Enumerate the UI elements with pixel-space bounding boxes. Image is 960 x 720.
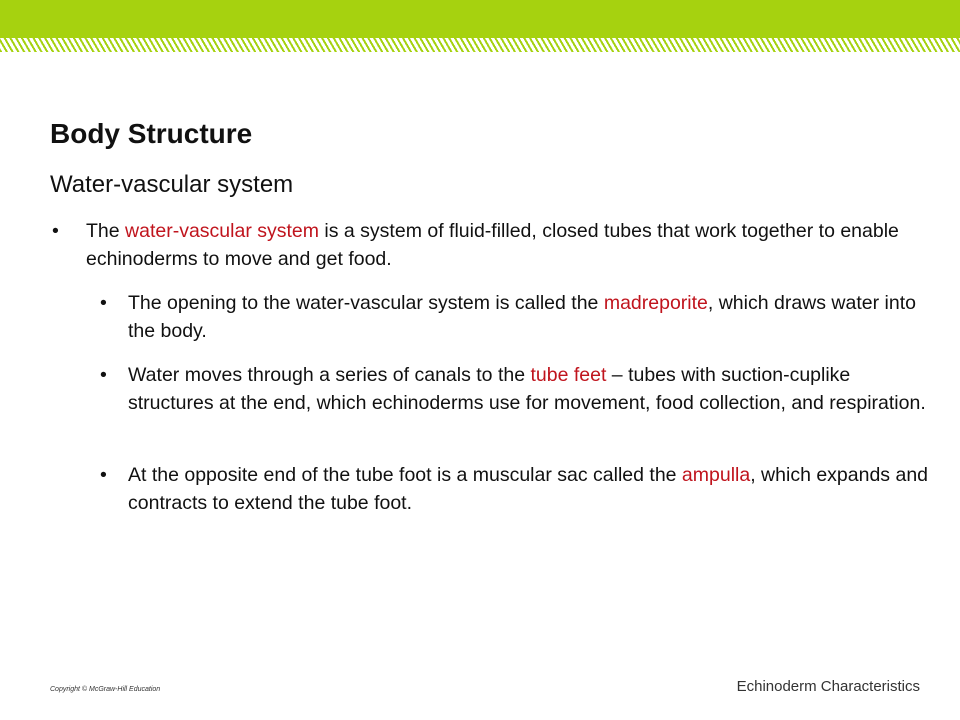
bullet-water-vascular-system [52, 217, 916, 273]
key-term: madreporite [603, 292, 708, 314]
header-green-band [0, 0, 960, 38]
bullet-ampulla [100, 461, 929, 517]
bullet-text: At the opposite end of the tube foot is a muscular sac called the [128, 464, 682, 486]
bullet-text: is a system of fluid-filled, closed tubes that work together to enable echinoderms to move and get food. [86, 220, 899, 270]
key-term: tube feet [530, 364, 607, 386]
bullet-dot: • [100, 464, 107, 486]
bullet-madreporite [100, 289, 928, 345]
slide-subtitle: Water-vascular system [50, 171, 294, 198]
bullet-tube-feet [100, 361, 928, 417]
bullet-dot: • [100, 292, 107, 314]
bullet-text: , which expands and contracts to extend the tube foot. [128, 464, 929, 514]
copyright-notice: Copyright © McGraw-Hill Education [50, 686, 161, 693]
bullet-text: Water moves through a series of canals to the [128, 364, 531, 386]
header-hatch-stripe [0, 38, 960, 52]
footer-title: Echinoderm Characteristics [736, 678, 920, 695]
bullet-text: , which draws water into the body. [128, 292, 916, 342]
bullet-dot: • [100, 364, 107, 386]
bullet-text: The opening to the water-vascular system is called the [128, 292, 604, 314]
bullet-text: – tubes with suction-cuplike structures at the end, which echinoderms use for movement, food collection, and respiration. [128, 364, 926, 414]
bullet-dot: • [52, 220, 59, 242]
key-term: ampulla [681, 464, 751, 486]
slide-title: Body Structure [50, 118, 253, 149]
key-term: water-vascular system [125, 220, 319, 242]
bullet-text: The [86, 220, 126, 242]
